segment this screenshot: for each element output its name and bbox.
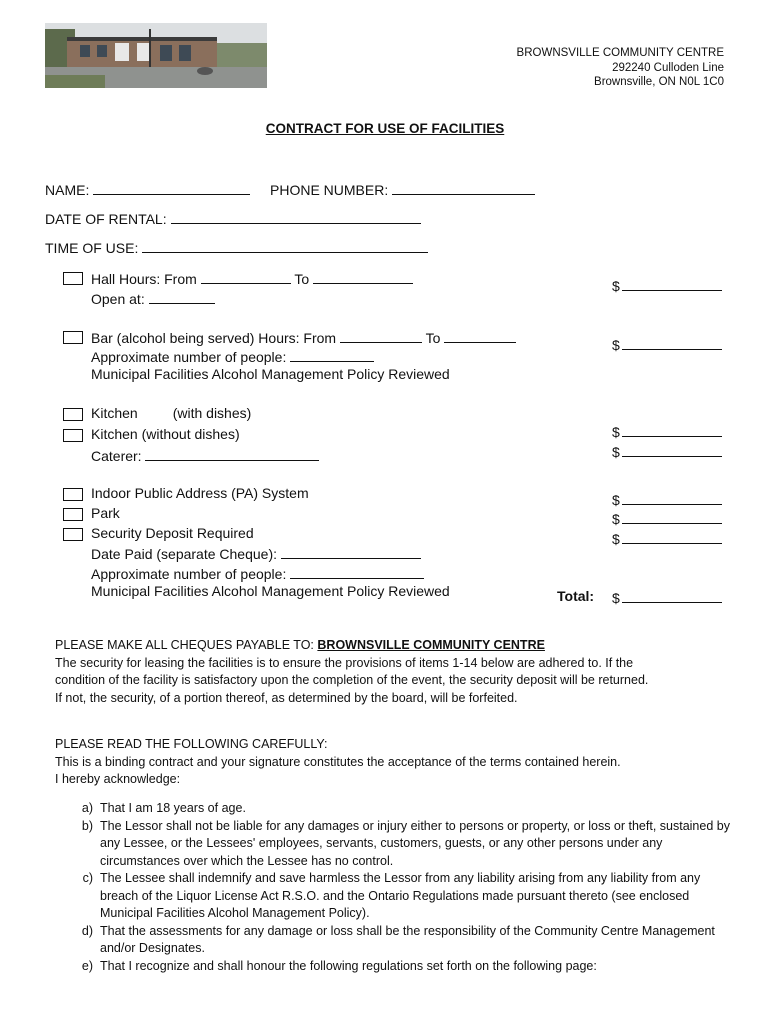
currency-symbol: $ bbox=[612, 492, 620, 508]
time-of-use-line[interactable] bbox=[142, 238, 428, 253]
payment-line: If not, the security, of a portion thereof, as determined by the board, will be forfeited. bbox=[55, 690, 518, 705]
notice-line: I hereby acknowledge: bbox=[55, 772, 181, 786]
pa-system-checkbox[interactable] bbox=[63, 488, 83, 501]
payment-line: The security for leasing the facilities is to ensure the provisions of items 1-14 below are adhered to. If the bbox=[55, 655, 634, 670]
hall-from-line[interactable] bbox=[201, 269, 291, 284]
phone-label: PHONE NUMBER: bbox=[270, 182, 389, 198]
bar-policy-reviewed: Municipal Facilities Alcohol Management Policy Reviewed bbox=[91, 366, 450, 382]
hall-hours-label: Hall Hours: From bbox=[91, 271, 197, 287]
kitchen-without-dishes-amount[interactable] bbox=[612, 442, 722, 460]
currency-symbol: $ bbox=[612, 337, 620, 353]
date-paid-line[interactable] bbox=[281, 544, 421, 559]
payment-heading bbox=[55, 637, 745, 655]
date-paid-label: Date Paid (separate Cheque): bbox=[91, 546, 277, 562]
currency-symbol: $ bbox=[612, 511, 620, 527]
caterer-label: Caterer: bbox=[91, 448, 142, 464]
park-checkbox[interactable] bbox=[63, 508, 83, 521]
bar-amount[interactable] bbox=[612, 335, 722, 353]
list-text: That I am 18 years of age. bbox=[100, 801, 246, 815]
total-amount-line[interactable] bbox=[622, 588, 722, 603]
security-deposit-label: Security Deposit Required bbox=[91, 525, 254, 541]
payment-line: condition of the facility is satisfactory upon the completion of the event, the security deposit will be returned. bbox=[55, 673, 649, 687]
hall-to-label: To bbox=[294, 271, 310, 287]
list-item bbox=[55, 800, 735, 818]
kitchen-with-dishes-amount-line[interactable] bbox=[622, 422, 722, 437]
currency-symbol: $ bbox=[612, 590, 620, 606]
date-of-rental-label: DATE OF RENTAL: bbox=[45, 211, 167, 227]
list-marker: b) bbox=[81, 818, 93, 833]
hall-hours-row bbox=[91, 269, 413, 287]
notice-heading: PLEASE READ THE FOLLOWING CAREFULLY: bbox=[55, 737, 328, 751]
kitchen-with-dishes-checkbox[interactable] bbox=[63, 408, 83, 421]
org-address-line2: Brownsville, ON N0L 1C0 bbox=[594, 76, 724, 88]
currency-symbol: $ bbox=[612, 278, 620, 294]
phone-field[interactable] bbox=[270, 180, 535, 198]
bar-hours-row bbox=[91, 328, 516, 346]
kitchen-without-dishes-amount-line[interactable] bbox=[622, 442, 722, 457]
organization-address bbox=[517, 46, 724, 90]
org-address-line1: 292240 Culloden Line bbox=[612, 61, 724, 74]
bar-people-line[interactable] bbox=[290, 347, 374, 362]
bar-checkbox[interactable] bbox=[63, 331, 83, 344]
currency-symbol: $ bbox=[612, 424, 620, 440]
list-text: The Lessee shall indemnify and save harmless the Lessor from any liability arising from any liability from any breach of the Liquor License Act R.S.O. and the Ontario Regulations made pursuant thereto (see enclosed Municipal Facilities Alcohol Management Policy). bbox=[100, 871, 701, 920]
caterer-row bbox=[91, 446, 319, 464]
currency-symbol: $ bbox=[612, 444, 620, 460]
list-marker: a) bbox=[81, 801, 93, 815]
hall-amount-line[interactable] bbox=[622, 276, 722, 291]
payee-name: BROWNSVILLE COMMUNITY CENTRE bbox=[317, 638, 545, 652]
list-item bbox=[55, 923, 735, 958]
security-deposit-amount-line[interactable] bbox=[622, 529, 722, 544]
name-field[interactable] bbox=[45, 180, 250, 198]
bar-people-label: Approximate number of people: bbox=[91, 349, 287, 365]
date-of-rental-field[interactable] bbox=[45, 209, 421, 227]
kitchen-with-dishes-label: Kitchen (with dishes) bbox=[91, 405, 252, 421]
list-item bbox=[55, 870, 735, 923]
kitchen-without-dishes-label: Kitchen (without dishes) bbox=[91, 426, 240, 442]
open-at-label: Open at: bbox=[91, 291, 145, 307]
name-label: NAME: bbox=[45, 182, 90, 198]
name-line[interactable] bbox=[93, 180, 250, 195]
page-title: CONTRACT FOR USE OF FACILITIES bbox=[265, 121, 505, 136]
terms-list bbox=[55, 800, 735, 975]
bar-people-row bbox=[91, 347, 374, 365]
notice-line: This is a binding contract and your signature constitutes the acceptance of the terms contained herein. bbox=[55, 754, 621, 769]
security-policy-reviewed: Municipal Facilities Alcohol Management Policy Reviewed bbox=[91, 583, 450, 599]
security-people-row bbox=[91, 564, 424, 582]
total-label: Total: bbox=[557, 588, 595, 604]
list-text: The Lessor shall not be liable for any damages or injury either to persons or property, or loss or theft, sustained by any Lessee, or the Lessees' employees, servants, customers, guests, or any other persons under any circumstances over which the Lessee has no control. bbox=[100, 818, 730, 868]
bar-to-line[interactable] bbox=[444, 328, 516, 343]
list-item bbox=[55, 818, 735, 871]
pa-system-amount[interactable] bbox=[612, 490, 722, 508]
bar-from-line[interactable] bbox=[340, 328, 422, 343]
pa-system-label: Indoor Public Address (PA) System bbox=[91, 485, 309, 501]
list-item bbox=[55, 958, 735, 976]
bar-to-label: To bbox=[425, 330, 441, 346]
notice-section bbox=[55, 736, 745, 789]
time-of-use-label: TIME OF USE: bbox=[45, 240, 139, 256]
list-marker: e) bbox=[81, 958, 93, 973]
kitchen-without-dishes-checkbox[interactable] bbox=[63, 429, 83, 442]
time-of-use-field[interactable] bbox=[45, 238, 428, 256]
security-deposit-checkbox[interactable] bbox=[63, 528, 83, 541]
payment-section bbox=[55, 637, 745, 707]
list-marker: c) bbox=[82, 871, 93, 885]
payment-prefix: PLEASE MAKE ALL CHEQUES PAYABLE TO: bbox=[55, 638, 318, 652]
hall-to-line[interactable] bbox=[313, 269, 413, 284]
park-amount[interactable] bbox=[612, 509, 722, 527]
building-photo bbox=[45, 23, 267, 88]
security-people-line[interactable] bbox=[290, 564, 424, 579]
list-text: That the assessments for any damage or loss shall be the responsibility of the Community Centre Management and/or Designates. bbox=[100, 923, 715, 955]
park-label: Park bbox=[91, 505, 120, 521]
hall-checkbox[interactable] bbox=[63, 272, 83, 285]
open-at-line[interactable] bbox=[149, 289, 215, 304]
date-of-rental-line[interactable] bbox=[171, 209, 421, 224]
open-at-row bbox=[91, 289, 215, 307]
park-amount-line[interactable] bbox=[622, 509, 722, 524]
security-people-label: Approximate number of people: bbox=[91, 566, 287, 582]
date-paid-row bbox=[91, 544, 421, 562]
pa-system-amount-line[interactable] bbox=[622, 490, 722, 505]
caterer-line[interactable] bbox=[145, 446, 319, 461]
currency-symbol: $ bbox=[612, 531, 620, 547]
bar-hours-label: Bar (alcohol being served) Hours: From bbox=[91, 330, 337, 346]
total-amount[interactable] bbox=[612, 588, 722, 606]
bar-amount-line[interactable] bbox=[622, 335, 722, 350]
hall-amount[interactable] bbox=[612, 276, 722, 294]
org-name: BROWNSVILLE COMMUNITY CENTRE bbox=[516, 47, 724, 59]
list-text: That I recognize and shall honour the following regulations set forth on the following page: bbox=[100, 958, 597, 973]
list-marker: d) bbox=[81, 923, 93, 938]
building-photo-graphic bbox=[45, 23, 267, 88]
phone-line[interactable] bbox=[392, 180, 535, 195]
security-deposit-amount[interactable] bbox=[612, 529, 722, 547]
kitchen-with-dishes-amount[interactable] bbox=[612, 422, 722, 440]
